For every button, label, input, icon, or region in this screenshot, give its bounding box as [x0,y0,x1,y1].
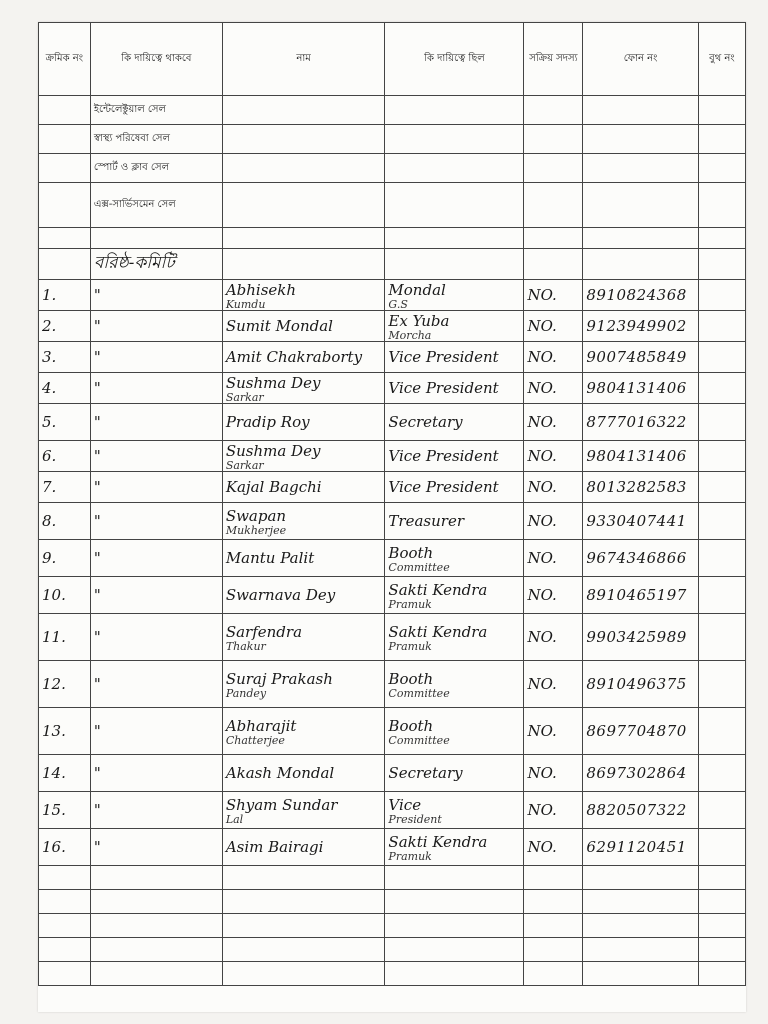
row-name [222,708,385,755]
row-phone [583,311,698,342]
header-phone: ফোন নং [583,23,698,96]
row-active [524,708,583,755]
row-duty-line1: " [93,764,101,782]
row-name-line1: Swapan [225,506,287,525]
row-name [222,755,385,792]
header-active: সক্রিয় সদস্য [524,23,583,96]
table-row [39,342,746,373]
row-duty-line1: " [93,549,101,567]
row-name-line1: Suraj Prakash [225,669,333,688]
row-sl [39,503,91,540]
row-name [222,577,385,614]
row-name [222,311,385,342]
row-booth [698,708,745,755]
row-active [524,614,583,661]
row-name-line2: Chatterjee [225,733,285,747]
row-duty-line1: " [93,628,101,646]
row-name [222,441,385,472]
row-active-line1: NO. [527,764,557,782]
row-active [524,792,583,829]
row-post [385,708,524,755]
row-post-line1: Sakti Kendra [388,580,488,599]
row-post-line2: Pramuk [388,849,432,863]
row-booth [698,472,745,503]
row-post-line2: President [388,812,442,826]
row-phone-line1: 8910496375 [586,675,687,693]
row-sl-line1: 9. [42,549,57,567]
row-booth [698,311,745,342]
table-row [39,311,746,342]
row-name-line1: Amit Chakraborty [225,348,363,366]
row-post-line2: Pramuk [388,639,432,653]
row-name-line1: Pradip Roy [225,413,310,431]
row-phone-line1: 9903425989 [586,628,687,646]
row-active [524,755,583,792]
row-post [385,404,524,441]
row-sl-line1: 4. [42,379,57,397]
row-name [222,614,385,661]
row-active-line1: NO. [527,628,557,646]
row-duty [90,577,222,614]
row-phone [583,792,698,829]
row-post-line1: Vice President [388,379,499,397]
row-booth [698,441,745,472]
row-booth [698,342,745,373]
section-heading-row [39,249,746,280]
row-phone [583,540,698,577]
row-post-line1: Secretary [388,413,463,431]
row-sl-line1: 15. [42,801,66,819]
row-phone-line1: 9330407441 [586,512,687,530]
row-post-line1: Treasurer [388,512,464,530]
row-active [524,373,583,404]
row-booth [698,792,745,829]
row-sl-line1: 12. [42,675,66,693]
row-post-line2: G.S [388,297,408,311]
row-duty-line1: " [93,801,101,819]
row-post-line1: Vice [388,795,422,814]
row-name-line1: Sumit Mondal [225,317,333,335]
row-active [524,540,583,577]
row-post [385,280,524,311]
table-row [39,503,746,540]
row-name-line2: Sarkar [225,458,264,472]
row-duty-line1: " [93,675,101,693]
row-sl-line1: 5. [42,413,57,431]
row-active-line1: NO. [527,675,557,693]
row-sl-line1: 13. [42,722,66,740]
row-phone-line1: 9804131406 [586,447,687,465]
row-name [222,661,385,708]
table-row [39,614,746,661]
cell-label: স্পোর্ট ও ক্লাব সেল [90,154,222,183]
row-sl [39,755,91,792]
header-duty: কি দায়িত্বে থাকবে [90,23,222,96]
row-phone [583,661,698,708]
row-booth [698,829,745,866]
row-duty [90,661,222,708]
table-row [39,373,746,404]
row-name [222,472,385,503]
row-booth [698,614,745,661]
section-heading: বরিষ্ঠ-কমিটি [90,249,222,280]
table-row [39,792,746,829]
row-post-line1: Sakti Kendra [388,622,488,641]
row-post [385,311,524,342]
row-phone-line1: 8697704870 [586,722,687,740]
row-phone [583,829,698,866]
row-active [524,503,583,540]
row-booth [698,755,745,792]
row-sl-line1: 11. [42,628,66,646]
row-duty [90,280,222,311]
row-post-line1: Booth [388,716,434,735]
row-post [385,614,524,661]
row-name-line1: Sushma Dey [225,373,321,392]
row-active [524,441,583,472]
cell-row [39,183,746,228]
row-active-line1: NO. [527,348,557,366]
row-phone [583,708,698,755]
row-post-line2: Committee [388,560,450,574]
row-post [385,755,524,792]
row-post [385,441,524,472]
row-post-line1: Vice President [388,348,499,366]
row-duty [90,792,222,829]
row-sl [39,540,91,577]
row-name-line1: Asim Bairagi [225,838,324,856]
row-duty [90,503,222,540]
blank-row [39,228,746,249]
row-sl [39,792,91,829]
row-sl-line1: 14. [42,764,66,782]
header-booth: বুথ নং [698,23,745,96]
row-booth [698,280,745,311]
header-was-post: কি দায়িত্বে ছিল [385,23,524,96]
row-active [524,661,583,708]
row-sl-line1: 16. [42,838,66,856]
row-sl-line1: 2. [42,317,57,335]
member-rows [39,280,746,866]
row-sl [39,342,91,373]
empty-row [39,938,746,962]
row-post [385,829,524,866]
row-post-line1: Vice President [388,447,499,465]
row-name-line1: Mantu Palit [225,549,315,567]
cell-label: স্বাস্থ্য পরিষেবা সেল [90,125,222,154]
row-phone [583,441,698,472]
header-sl: ক্রমিক নং [39,23,91,96]
row-sl [39,661,91,708]
row-post-line1: Vice President [388,478,499,496]
table-row [39,577,746,614]
row-sl-line1: 8. [42,512,57,530]
row-name-line1: Kajal Bagchi [225,478,322,496]
row-duty [90,404,222,441]
row-phone [583,755,698,792]
row-active-line1: NO. [527,379,557,397]
row-active [524,280,583,311]
row-post [385,792,524,829]
row-sl-line1: 3. [42,348,57,366]
row-active-line1: NO. [527,586,557,604]
row-phone-line1: 8777016322 [586,413,687,431]
row-name [222,503,385,540]
row-name-line1: Shyam Sundar [225,795,338,814]
row-active-line1: NO. [527,722,557,740]
row-phone [583,404,698,441]
row-phone-line1: 9123949902 [586,317,687,335]
row-sl [39,373,91,404]
row-duty [90,614,222,661]
row-active-line1: NO. [527,413,557,431]
row-post-line1: Sakti Kendra [388,832,488,851]
row-phone [583,280,698,311]
row-post-line1: Secretary [388,764,463,782]
row-name-line2: Sarkar [225,390,264,404]
row-phone-line1: 8820507322 [586,801,687,819]
row-name [222,404,385,441]
row-booth [698,577,745,614]
table-row [39,404,746,441]
row-booth [698,503,745,540]
row-sl [39,280,91,311]
row-duty [90,342,222,373]
row-duty-line1: " [93,586,101,604]
row-post-line1: Mondal [388,280,446,299]
row-duty-line1: " [93,379,101,397]
row-name-line1: Abhisekh [225,280,297,299]
row-sl [39,404,91,441]
row-phone [583,614,698,661]
row-post-line1: Booth [388,669,434,688]
row-sl [39,311,91,342]
row-duty [90,829,222,866]
row-name-line2: Pandey [225,686,267,700]
row-duty-line1: " [93,286,101,304]
row-booth [698,540,745,577]
header-name: নাম [222,23,385,96]
table-row [39,540,746,577]
table-row [39,829,746,866]
row-name [222,540,385,577]
row-duty-line1: " [93,317,101,335]
row-name-line2: Kumdu [225,297,266,311]
row-sl [39,829,91,866]
row-sl-line1: 10. [42,586,66,604]
row-name-line2: Lal [225,812,244,826]
row-booth [698,404,745,441]
row-duty-line1: " [93,722,101,740]
cell-row [39,96,746,125]
row-name-line1: Akash Mondal [225,764,335,782]
row-name-line2: Mukherjee [225,523,287,537]
row-active-line1: NO. [527,317,557,335]
row-post-line1: Ex Yuba [388,311,450,330]
empty-row [39,890,746,914]
row-name-line1: Sushma Dey [225,441,321,460]
row-active [524,829,583,866]
empty-row [39,962,746,986]
row-post-line2: Committee [388,686,450,700]
row-active-line1: NO. [527,286,557,304]
row-duty-line1: " [93,838,101,856]
row-phone [583,342,698,373]
row-name [222,373,385,404]
row-phone [583,472,698,503]
row-duty [90,311,222,342]
row-duty-line1: " [93,413,101,431]
row-name [222,829,385,866]
row-post [385,472,524,503]
row-post-line2: Pramuk [388,597,432,611]
row-active-line1: NO. [527,549,557,567]
row-active-line1: NO. [527,447,557,465]
row-phone [583,503,698,540]
table-row [39,441,746,472]
row-sl [39,708,91,755]
cell-label: এক্স-সার্ভিসমেন সেল [90,183,222,228]
member-register-table [38,22,746,986]
table-row [39,472,746,503]
row-duty-line1: " [93,348,101,366]
row-name-line1: Swarnava Dey [225,586,336,604]
row-sl [39,614,91,661]
row-booth [698,373,745,404]
row-duty [90,755,222,792]
row-duty-line1: " [93,512,101,530]
row-duty [90,540,222,577]
cell-label: ইন্টেলেক্টুয়াল সেল [90,96,222,125]
row-duty [90,441,222,472]
cell-row [39,154,746,183]
row-duty-line1: " [93,478,101,496]
row-active-line1: NO. [527,801,557,819]
row-active [524,472,583,503]
row-post [385,373,524,404]
header-row [39,23,746,96]
cell-row [39,125,746,154]
table-row [39,280,746,311]
table-row [39,661,746,708]
row-name-line1: Sarfendra [225,622,303,641]
empty-row [39,914,746,938]
row-post-line2: Morcha [388,328,432,342]
row-name [222,342,385,373]
row-post [385,661,524,708]
row-name [222,792,385,829]
row-phone-line1: 8910465197 [586,586,687,604]
row-duty [90,472,222,503]
row-post [385,577,524,614]
row-phone [583,373,698,404]
table-row [39,755,746,792]
row-duty [90,373,222,404]
row-active [524,404,583,441]
row-active [524,577,583,614]
row-post [385,342,524,373]
row-sl [39,577,91,614]
row-booth [698,661,745,708]
row-active-line1: NO. [527,838,557,856]
row-sl-line1: 1. [42,286,57,304]
row-active [524,311,583,342]
row-post-line2: Committee [388,733,450,747]
row-sl-line1: 6. [42,447,57,465]
row-phone-line1: 9804131406 [586,379,687,397]
row-name-line2: Thakur [225,639,266,653]
row-phone [583,577,698,614]
row-name [222,280,385,311]
row-post [385,540,524,577]
row-phone-line1: 8013282583 [586,478,687,496]
row-sl [39,472,91,503]
row-phone-line1: 8697302864 [586,764,687,782]
row-duty-line1: " [93,447,101,465]
row-post [385,503,524,540]
row-post-line1: Booth [388,543,434,562]
row-duty [90,708,222,755]
row-phone-line1: 8910824368 [586,286,687,304]
row-name-line1: Abharajit [225,716,297,735]
empty-rows [39,866,746,986]
row-active-line1: NO. [527,478,557,496]
row-active [524,342,583,373]
row-sl-line1: 7. [42,478,57,496]
row-phone-line1: 9007485849 [586,348,687,366]
row-phone-line1: 9674346866 [586,549,687,567]
register-sheet [38,22,746,1012]
table-row [39,708,746,755]
empty-row [39,866,746,890]
row-sl [39,441,91,472]
row-active-line1: NO. [527,512,557,530]
row-phone-line1: 6291120451 [586,838,687,856]
